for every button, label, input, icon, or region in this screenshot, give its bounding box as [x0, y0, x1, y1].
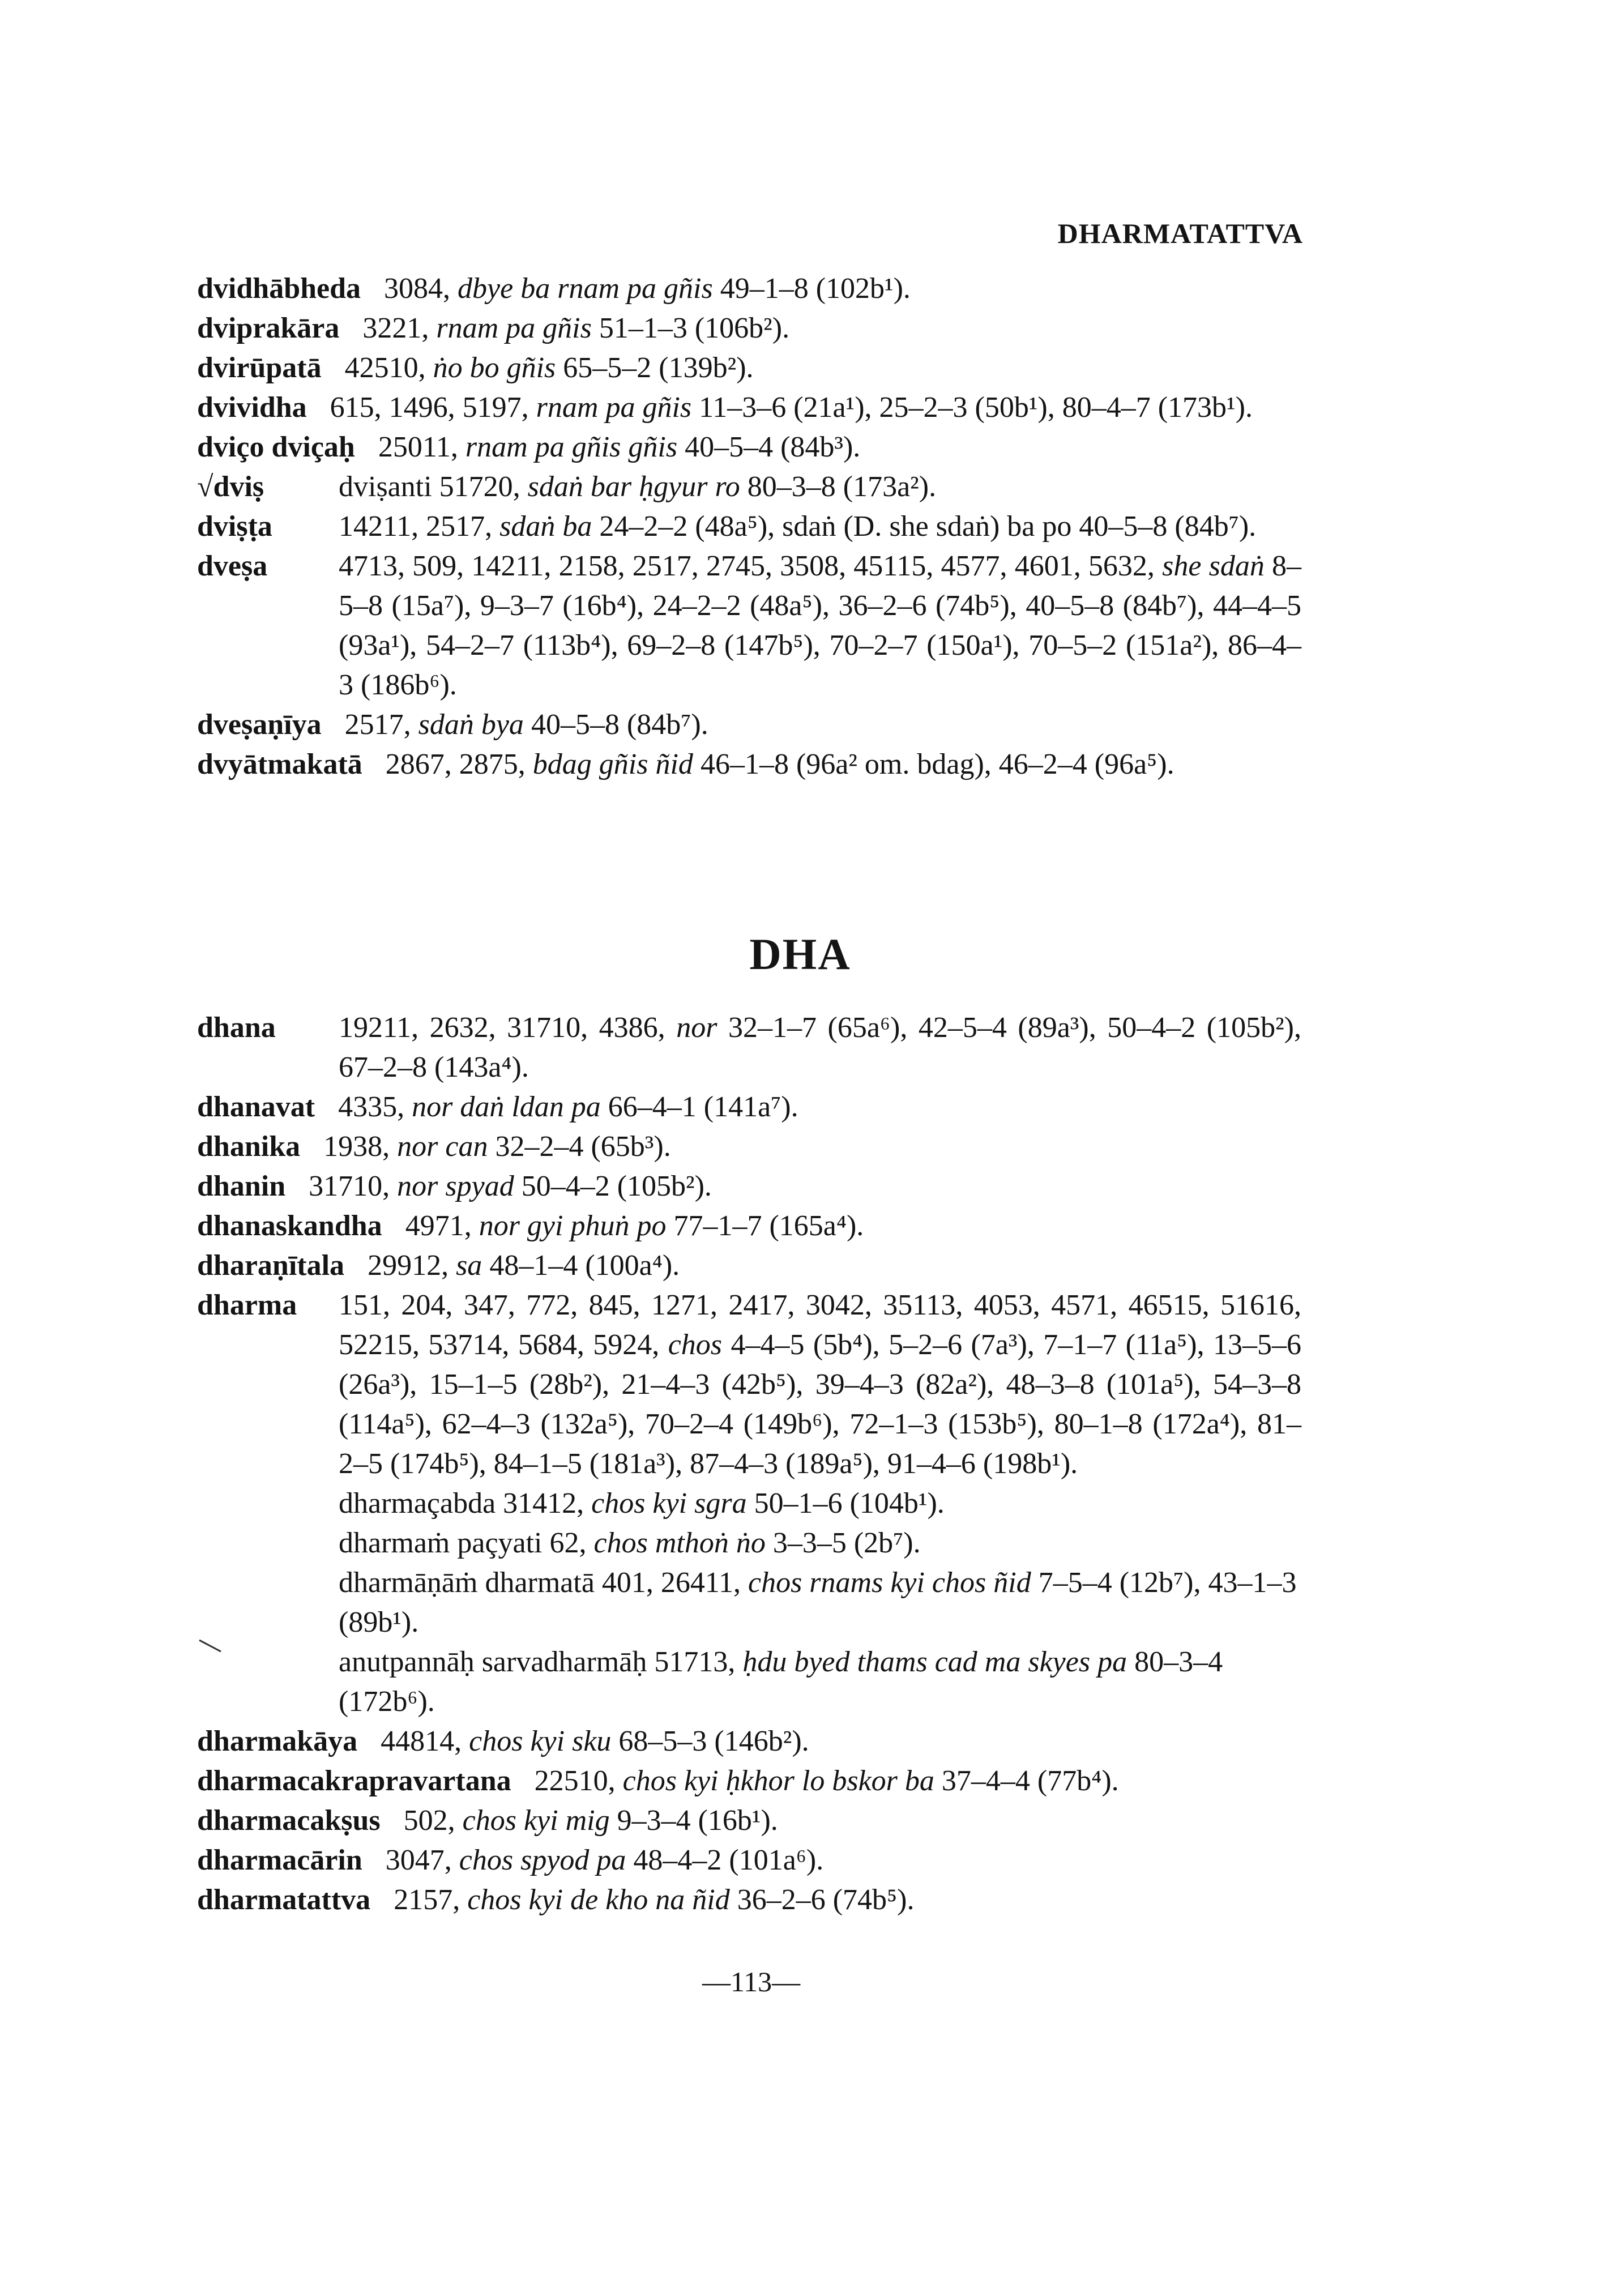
entry: [197, 705, 1301, 745]
headword: dharmacakrapravartana: [197, 1765, 511, 1797]
refs: 31710,: [309, 1170, 390, 1202]
entry-body: [339, 547, 1301, 705]
refs: 42510,: [344, 352, 426, 384]
headword: dhana: [197, 1012, 276, 1044]
headword: dharaṇītala: [197, 1249, 345, 1282]
refs: 502,: [403, 1804, 455, 1837]
running-head: DHARMATATTVA: [1057, 217, 1303, 249]
entry: [197, 467, 1301, 507]
refs: dharmaçabda 31412,: [339, 1487, 584, 1520]
refs: 4971,: [405, 1210, 472, 1242]
locations: 9–3–4 (16b¹).: [617, 1804, 778, 1837]
locations: 65–5–2 (139b²).: [563, 352, 754, 384]
headword: dviṣṭa: [197, 510, 272, 543]
refs: dharmāṇāṁ dharmatā 401, 26411,: [339, 1567, 741, 1599]
locations: 68–5–3 (146b²).: [618, 1725, 809, 1757]
entry: [197, 1087, 1301, 1127]
refs: 19211, 2632, 31710, 4386,: [339, 1012, 665, 1044]
page-number: —113—: [702, 1966, 801, 1998]
section-heading: [0, 929, 1623, 980]
refs: 151, 204, 347, 772, 845, 1271, 2417, 3042, 35113, 4053, 4571, 46515, 51616, 52215, 53714, 5684, 5924,: [339, 1289, 1301, 1361]
refs: 4713, 509, 14211, 2158, 2517, 2745, 3508, 45115, 4577, 4601, 5632,: [339, 550, 1155, 582]
entry: [197, 428, 1301, 467]
locations: 32–2–4 (65b³).: [495, 1130, 671, 1163]
refs: 22510,: [534, 1765, 616, 1797]
headword: dviprakāra: [197, 312, 340, 344]
entry-body: [339, 1286, 1301, 1484]
locations: 48–4–2 (101a⁶).: [633, 1844, 824, 1876]
headword: dveṣa: [197, 550, 268, 582]
locations: 7–5–4 (12b⁷), 43–1–3 (89b¹).: [339, 1567, 1297, 1638]
locations: 46–1–8 (96a² om. bdag), 46–2–4 (96a⁵).: [700, 748, 1174, 780]
tibetan: chos kyi ḥkhor lo bskor ba: [622, 1765, 934, 1797]
entry: [197, 1246, 1301, 1286]
locations: 4–4–5 (5b⁴), 5–2–6 (7a³), 7–1–7 (11a⁵), 13–5–6 (26a³), 15–1–5 (28b²), 21–4–3 (42b⁵), 39–4–3 (82a²), 48–3–8 (101a⁵), 54–3–8 (114a⁵), 62–4–3 (132a⁵), 70–2–4 (149b⁶), 72–1–3 (153b⁵), 80–1–8 (172a⁴), 81–2–5 (174b⁵), 84–1–5 (181a³), 87–4–3 (189a⁵), 91–4–6 (198b¹).: [339, 1329, 1302, 1480]
tibetan: chos mthoṅ ṅo: [593, 1527, 766, 1559]
refs: 4335,: [338, 1091, 405, 1123]
headword: dhanin: [197, 1170, 286, 1202]
locations: 51–1–3 (106b²).: [599, 312, 790, 344]
entry: [197, 547, 1301, 705]
locations: 50–1–6 (104b¹).: [754, 1487, 945, 1520]
tibetan: nor can: [397, 1130, 488, 1163]
entry: [197, 1801, 1301, 1841]
locations: 50–4–2 (105b²).: [521, 1170, 712, 1202]
refs: 3221,: [362, 312, 429, 344]
tibetan: dbye ba rnam pa gñis: [458, 272, 713, 305]
headword: dhanavat: [197, 1091, 315, 1123]
entry: [197, 745, 1301, 784]
entry: [197, 1841, 1301, 1880]
refs: 3084,: [384, 272, 451, 305]
locations: 3–3–5 (2b⁷).: [772, 1527, 921, 1559]
tibetan: chos: [668, 1329, 723, 1361]
locations: 40–5–8 (84b⁷).: [531, 709, 708, 741]
headword: dharmatattva: [197, 1884, 371, 1916]
headword: dhanika: [197, 1130, 301, 1163]
headword: dhanaskandha: [197, 1210, 382, 1242]
locations: 80–3–8 (173a²).: [747, 471, 937, 503]
tibetan: nor: [676, 1012, 717, 1044]
locations: 49–1–8 (102b¹).: [720, 272, 911, 305]
entries-block-dva: [197, 269, 1301, 784]
entry: [197, 1761, 1301, 1801]
subentry: [197, 1523, 1301, 1563]
locations: 66–4–1 (141a⁷).: [608, 1091, 798, 1123]
headword: dvividha: [197, 391, 307, 424]
tibetan: ṅo bo gñis: [433, 352, 556, 384]
headword: dveṣaṇīya: [197, 709, 322, 741]
entry: [197, 1722, 1301, 1761]
refs: 2867, 2875,: [385, 748, 526, 780]
tibetan: bdag gñis ñid: [532, 748, 693, 780]
tibetan: nor spyad: [397, 1170, 514, 1202]
locations: 80–3–4 (172b⁶).: [339, 1646, 1223, 1718]
locations: 8–5–8 (15a⁷), 9–3–7 (16b⁴), 24–2–2 (48a⁵), 36–2–6 (74b⁵), 40–5–8 (84b⁷), 44–4–5 (93a¹), 54–2–7 (113b⁴), 69–2–8 (147b⁵), 70–2–7 (150a¹), 70–5–2 (151a²), 86–4–3 (186b⁶).: [339, 550, 1302, 701]
locations: 36–2–6 (74b⁵).: [737, 1884, 915, 1916]
entry: [197, 1008, 1301, 1087]
entry: [197, 1167, 1301, 1206]
entry: [197, 1286, 1301, 1484]
tibetan: sdaṅ bar ḥgyur ro: [527, 471, 740, 503]
tibetan: sa: [456, 1249, 482, 1282]
locations: 77–1–7 (165a⁴).: [673, 1210, 864, 1242]
entries-block-dha: [197, 1008, 1301, 1920]
refs: 2157,: [394, 1884, 460, 1916]
headword: dharma: [197, 1289, 297, 1321]
refs: 615, 1496, 5197,: [330, 391, 529, 424]
tibetan: chos rnams kyi chos ñid: [748, 1567, 1031, 1599]
tibetan: nor daṅ ldan pa: [412, 1091, 601, 1123]
entry: [197, 309, 1301, 348]
entry: [197, 507, 1301, 547]
locations: 11–3–6 (21a¹), 25–2–3 (50b¹), 80–4–7 (173b¹).: [699, 391, 1253, 424]
locations: 32–1–7 (65a⁶), 42–5–4 (89a³), 50–4–2 (105b²), 67–2–8 (143a⁴).: [339, 1012, 1302, 1083]
entry: [197, 1206, 1301, 1246]
entry-body: [339, 507, 1301, 547]
refs: 29912,: [368, 1249, 449, 1282]
headword: dharmacārin: [197, 1844, 362, 1876]
section-heading-text: DHA: [749, 929, 851, 979]
refs: 1938,: [323, 1130, 390, 1163]
subentry: [197, 1642, 1301, 1722]
headword: dvidhābheda: [197, 272, 361, 305]
entry: [197, 1880, 1301, 1920]
headword: dviço dviçaḥ: [197, 431, 355, 463]
tibetan: rnam pa gñis: [536, 391, 692, 424]
entry-body: [339, 467, 1301, 507]
headword: dharmacakṣus: [197, 1804, 381, 1837]
refs: dviṣanti 51720,: [339, 471, 520, 503]
entry-body: [339, 1008, 1301, 1087]
tibetan: chos kyi mig: [462, 1804, 610, 1837]
refs: 3047,: [385, 1844, 452, 1876]
locations: 24–2–2 (48a⁵), sdaṅ (D. she sdaṅ) ba po 40–5–8 (84b⁷).: [599, 510, 1257, 543]
tibetan: chos kyi de kho na ñid: [467, 1884, 730, 1916]
tibetan: she sdaṅ: [1162, 550, 1265, 582]
entry: [197, 388, 1301, 428]
tibetan: chos kyi sgra: [591, 1487, 747, 1520]
tibetan: sdaṅ ba: [499, 510, 592, 543]
entry: [197, 269, 1301, 309]
locations: 40–5–4 (84b³).: [685, 431, 861, 463]
headword: dharmakāya: [197, 1725, 358, 1757]
refs: 44814,: [381, 1725, 462, 1757]
tibetan: ḥdu byed thams cad ma skyes pa: [742, 1646, 1127, 1678]
pencil-mark: [198, 1637, 232, 1654]
headword: dvyātmakatā: [197, 748, 362, 780]
tibetan: nor gyi phuṅ po: [479, 1210, 667, 1242]
headword: √dviṣ: [197, 471, 264, 503]
tibetan: rnam pa gñis: [436, 312, 592, 344]
refs: anutpannāḥ sarvadharmāḥ 51713,: [339, 1646, 736, 1678]
entry: [197, 348, 1301, 388]
subentry: [197, 1563, 1301, 1642]
refs: 25011,: [378, 431, 458, 463]
headword: dvirūpatā: [197, 352, 322, 384]
subentry: [197, 1484, 1301, 1523]
tibetan: sdaṅ bya: [418, 709, 524, 741]
tibetan: chos kyi sku: [469, 1725, 612, 1757]
locations: 37–4–4 (77b⁴).: [941, 1765, 1119, 1797]
entry: [197, 1127, 1301, 1167]
refs: dharmaṁ paçyati 62,: [339, 1527, 587, 1559]
refs: 14211, 2517,: [339, 510, 493, 543]
tibetan: rnam pa gñis gñis: [465, 431, 678, 463]
tibetan: chos spyod pa: [459, 1844, 626, 1876]
refs: 2517,: [344, 709, 411, 741]
locations: 48–1–4 (100a⁴).: [489, 1249, 680, 1282]
